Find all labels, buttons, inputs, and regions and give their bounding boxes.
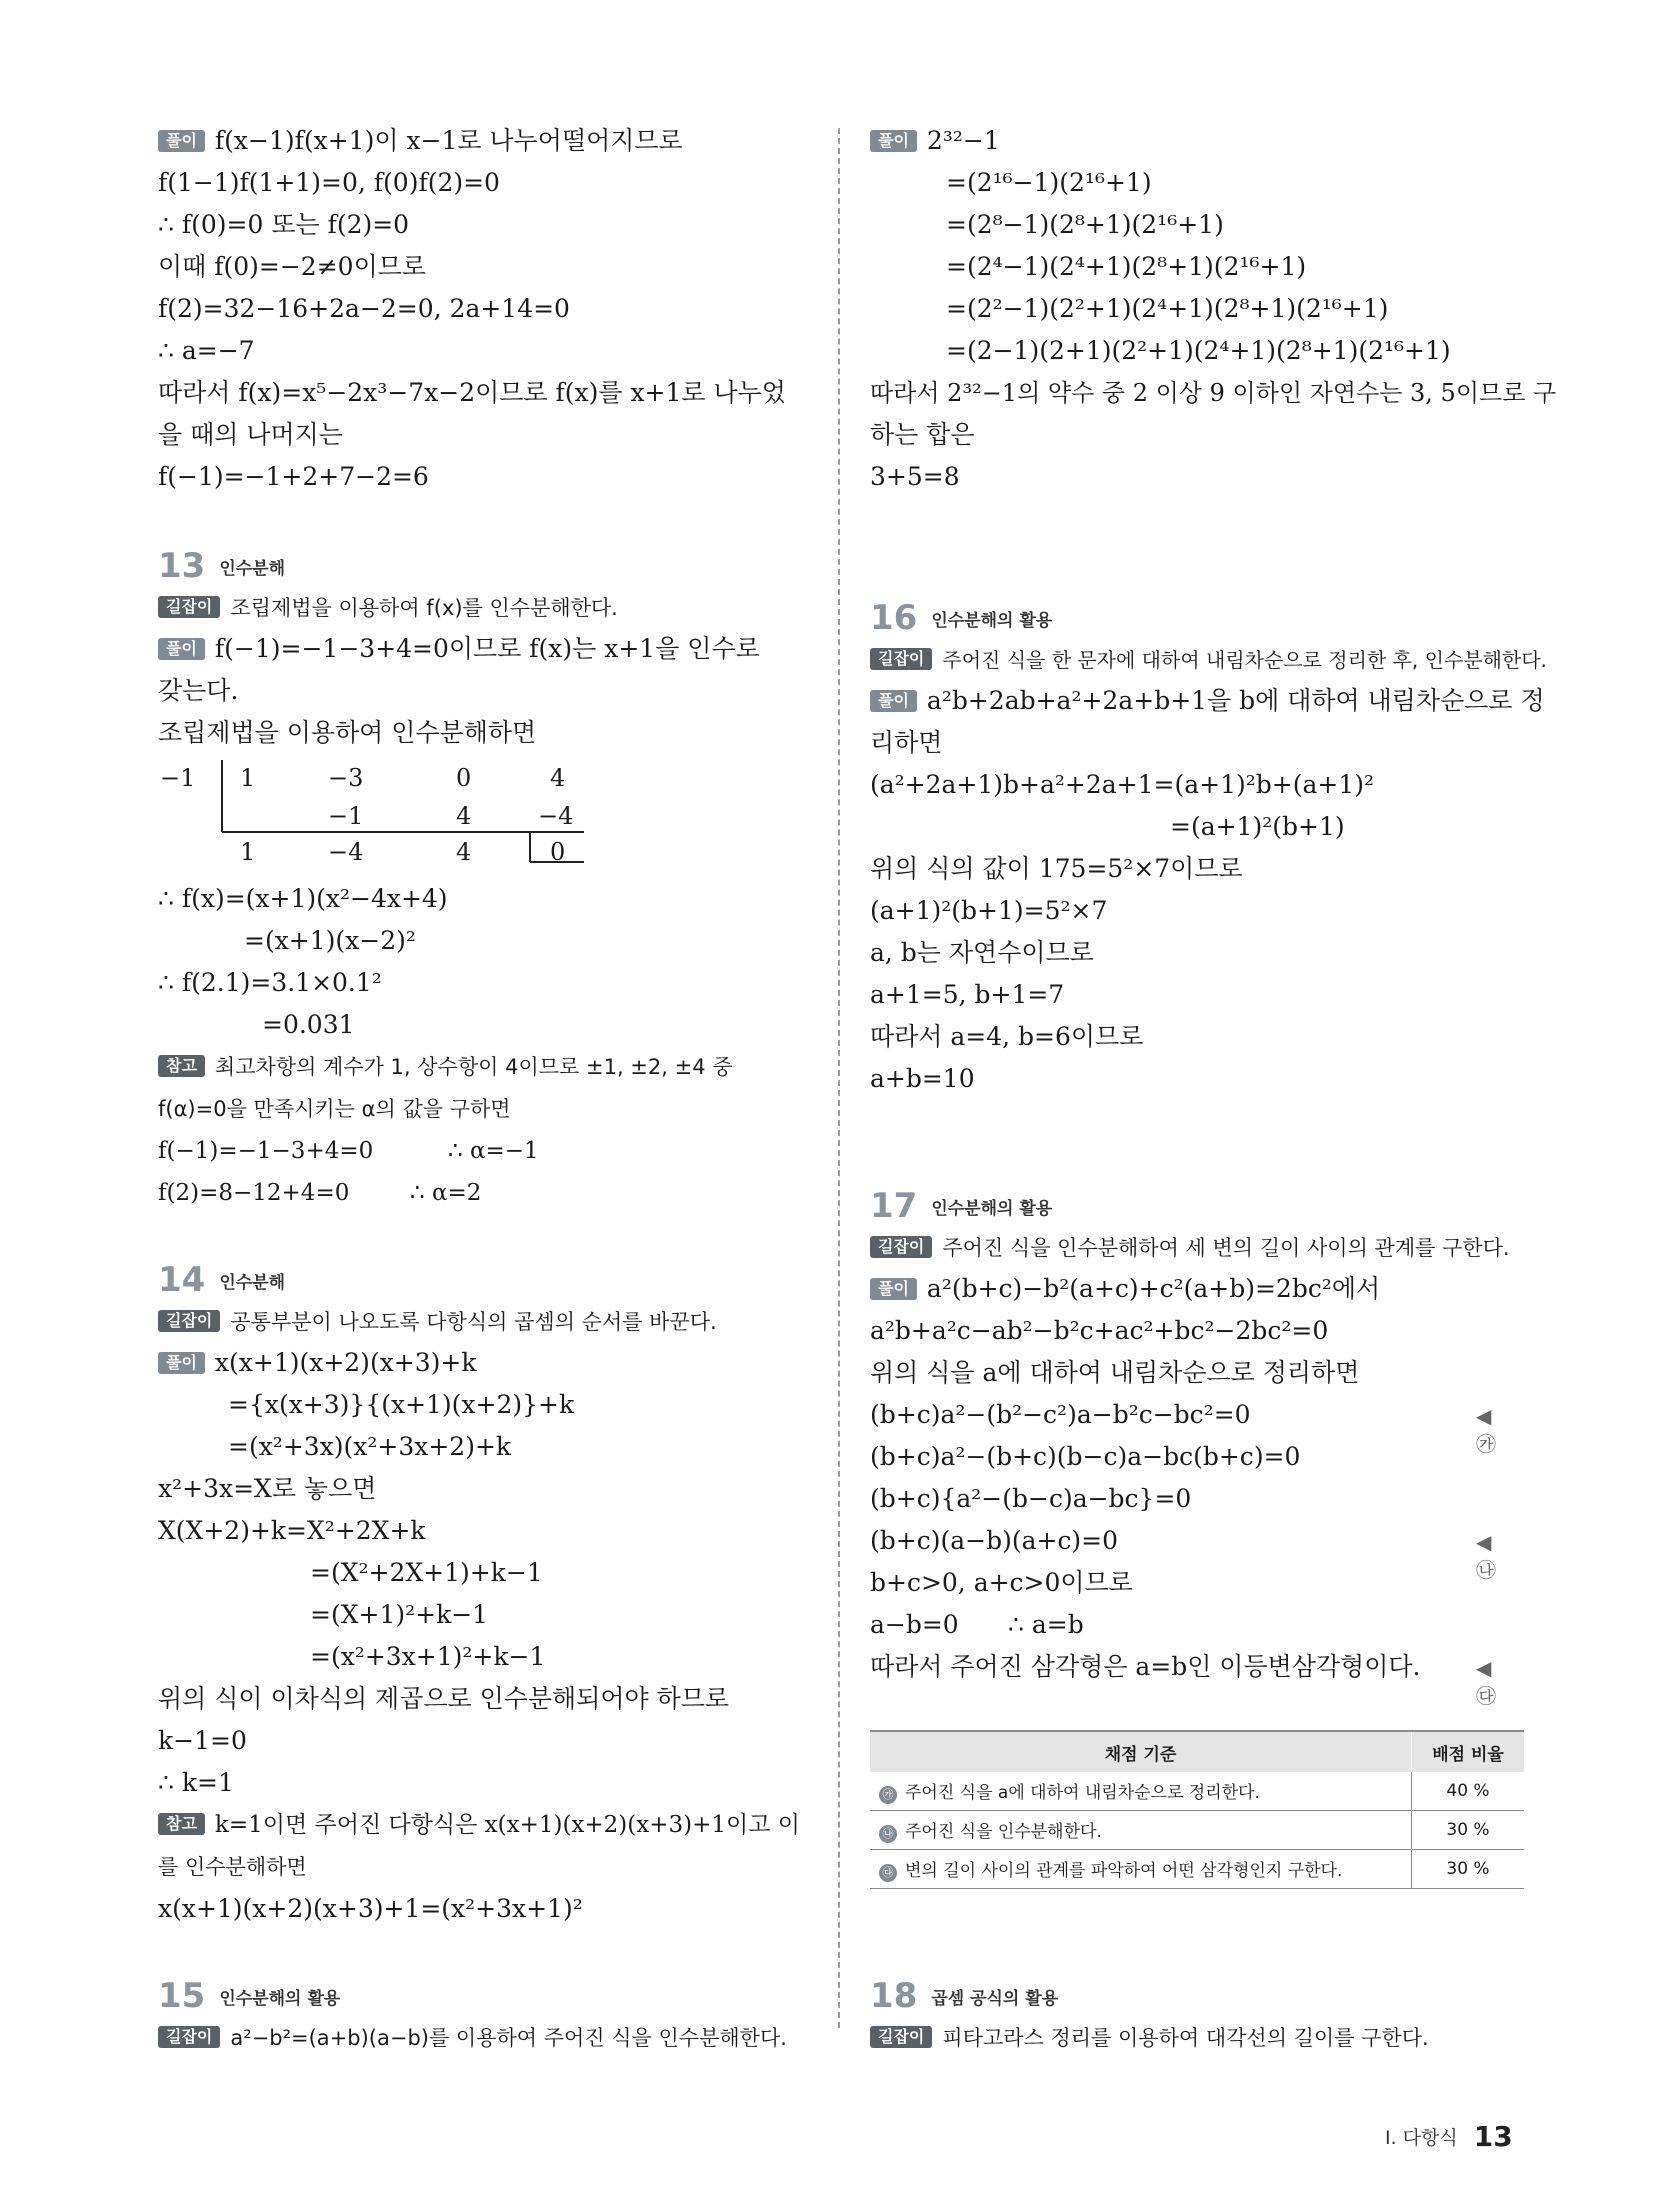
- s15sol-line4: =(2⁴−1)(2⁴+1)(2⁸+1)(2¹⁶+1): [946, 252, 1307, 281]
- s16-line3: (a²+2a+1)b+a²+2a+1=(a+1)²b+(a+1)²: [870, 770, 1375, 799]
- s14-note2: 를 인수분해하면: [158, 1855, 307, 1879]
- section-17-header: 17 인수분해의 활용: [870, 1186, 1053, 1226]
- s17-line8: b+c>0, a+c>0이므로: [870, 1568, 1133, 1597]
- s13-line4: ∴ f(x)=(x+1)(x²−4x+4): [158, 884, 448, 913]
- s14-line2: ={x(x+3)}{(x+1)(x+2)}+k: [228, 1390, 575, 1419]
- score-head-criteria: 채점 기준: [870, 1731, 1412, 1772]
- s12-line9: f(−1)=−1+2+7−2=6: [158, 462, 429, 491]
- s17-key: 길잡이 주어진 식을 인수분해하여 세 변의 길이 사이의 관계를 구한다.: [870, 1232, 1510, 1263]
- s16-key: 길잡이 주어진 식을 한 문자에 대하여 내림차순으로 정리한 후, 인수분해한다.: [870, 644, 1547, 675]
- sd-r3c3: 4: [456, 838, 472, 866]
- s13-line6: ∴ f(2.1)=3.1×0.1²: [158, 968, 382, 997]
- s13-note4b: ∴ α=2: [410, 1180, 482, 1206]
- s14-key: 길잡이 공통부분이 나오도록 다항식의 곱셈의 순서를 바꾼다.: [158, 1306, 717, 1337]
- sol-tag: 풀이: [870, 1278, 917, 1300]
- sd-r1c1: 1: [240, 764, 256, 792]
- s13-note3a: f(−1)=−1−3+4=0: [158, 1138, 374, 1164]
- s13-key: 길잡이 조립제법을 이용하여 f(x)를 인수분해한다.: [158, 592, 618, 623]
- s14-line1: 풀이 x(x+1)(x+2)(x+3)+k: [158, 1348, 477, 1378]
- s16-line5: 위의 식의 값이 175=5²×7이므로: [870, 854, 1243, 883]
- s12-line8: 을 때의 나머지는: [158, 420, 343, 449]
- sol-tag: 풀이: [158, 638, 205, 660]
- s12-line6: ∴ a=−7: [158, 336, 255, 365]
- s14-line5: X(X+2)+k=X²+2X+k: [158, 1516, 426, 1545]
- criteria-text: 변의 길이 사이의 관계를 파악하여 어떤 삼각형인지 구한다.: [905, 1861, 1343, 1881]
- s16-line8: a+1=5, b+1=7: [870, 980, 1065, 1009]
- s13-line2: 갖는다.: [158, 676, 239, 705]
- sd-r3c4: 0: [550, 838, 566, 866]
- sol-tag: 풀이: [158, 130, 205, 152]
- s15sol-line7: 따라서 2³²−1의 약수 중 2 이상 9 이하인 자연수는 3, 5이므로 구: [870, 379, 1557, 407]
- s12-line1: 풀이 f(x−1)f(x+1)이 x−1로 나누어떨어지므로: [158, 126, 683, 156]
- section-18-header: 18 곱셈 공식의 활용: [870, 1976, 1059, 2016]
- section-15-header: 15 인수분해의 활용: [158, 1976, 341, 2016]
- s14-line11: ∴ k=1: [158, 1768, 234, 1797]
- s12-line3: ∴ f(0)=0 또는 f(2)=0: [158, 210, 410, 239]
- key-tag: 길잡이: [870, 648, 932, 670]
- note-tag: 참고: [158, 1055, 205, 1077]
- s16-line1: 풀이 a²b+2ab+a²+2a+b+1을 b에 대하여 내림차순으로 정: [870, 686, 1545, 716]
- criteria-mark: ㉮: [879, 1786, 897, 1804]
- sd-r3c1: 1: [240, 838, 256, 866]
- s15sol-line3: =(2⁸−1)(2⁸+1)(2¹⁶+1): [946, 210, 1224, 239]
- s14-line10: k−1=0: [158, 1726, 247, 1755]
- s13-line3: 조립제법을 이용하여 인수분해하면: [158, 718, 537, 747]
- synthetic-division: [158, 754, 584, 866]
- sd-r2c2: −1: [328, 802, 364, 830]
- sd-r1c3: 0: [456, 764, 472, 792]
- s17-line1: 풀이 a²(b+c)−b²(a+c)+c²(a+b)=2bc²에서: [870, 1274, 1380, 1304]
- s14-line12: x(x+1)(x+2)(x+3)+1=(x²+3x+1)²: [158, 1894, 583, 1923]
- ratio-cell: 40 %: [1412, 1772, 1525, 1811]
- sd-r1c2: −3: [328, 764, 364, 792]
- s17-line9a: a−b=0: [870, 1610, 959, 1639]
- s13-note3b: ∴ α=−1: [448, 1138, 539, 1164]
- key-tag: 길잡이: [870, 1236, 932, 1258]
- table-row: [870, 1850, 1524, 1889]
- s17-line2: a²b+a²c−ab²−b²c+ac²+bc²−2bc²=0: [870, 1316, 1329, 1345]
- s18-key: 길잡이 피타고라스 정리를 이용하여 대각선의 길이를 구한다.: [870, 2022, 1429, 2053]
- key-tag: 길잡이: [870, 2026, 932, 2048]
- sd-r3c2: −4: [328, 838, 364, 866]
- s13-line7: =0.031: [262, 1010, 355, 1039]
- table-row: [870, 1772, 1524, 1811]
- key-tag: 길잡이: [158, 1310, 220, 1332]
- s15-key: 길잡이 a²−b²=(a+b)(a−b)를 이용하여 주어진 식을 인수분해한다.: [158, 2022, 787, 2053]
- criteria-text: 주어진 식을 a에 대하여 내림차순으로 정리한다.: [905, 1783, 1260, 1803]
- section-14-header: 14 인수분해: [158, 1260, 286, 1300]
- synthetic-division-lines: [158, 754, 584, 864]
- s15sol-line9: 3+5=8: [870, 462, 960, 491]
- column-divider: [838, 128, 840, 2028]
- note-tag: 참고: [158, 1813, 205, 1835]
- s13-note4a: f(2)=8−12+4=0: [158, 1180, 350, 1206]
- section-16-header: 16 인수분해의 활용: [870, 598, 1053, 638]
- s16-line9: 따라서 a=4, b=6이므로: [870, 1022, 1144, 1051]
- score-head-ratio: 배점 비율: [1412, 1731, 1525, 1772]
- s16-line6: (a+1)²(b+1)=5²×7: [870, 896, 1108, 925]
- s15sol-line6: =(2−1)(2+1)(2²+1)(2⁴+1)(2⁸+1)(2¹⁶+1): [946, 336, 1451, 365]
- page-number: 13: [1473, 2120, 1513, 2153]
- marker-ga: ◀ ㉮: [1476, 1404, 1496, 1456]
- s13-line1: 풀이 f(−1)=−1−3+4=0이므로 f(x)는 x+1을 인수로: [158, 634, 760, 664]
- s17-line10: 따라서 주어진 삼각형은 a=b인 이등변삼각형이다.: [870, 1652, 1421, 1681]
- sd-r2c4: −4: [538, 802, 574, 830]
- marker-na: ◀ ㉯: [1476, 1530, 1496, 1582]
- s17-line7: (b+c)(a−b)(a+c)=0: [870, 1526, 1119, 1555]
- s13-note2: f(α)=0을 만족시키는 α의 값을 구하면: [158, 1097, 511, 1121]
- s13-line5: =(x+1)(x−2)²: [244, 926, 416, 955]
- s15sol-line2: =(2¹⁶−1)(2¹⁶+1): [946, 168, 1152, 197]
- s16-line7: a, b는 자연수이므로: [870, 938, 1094, 967]
- s14-line3: =(x²+3x)(x²+3x+2)+k: [228, 1432, 512, 1461]
- sol-tag: 풀이: [870, 690, 917, 712]
- page-footer: [1385, 2120, 1513, 2153]
- sol-tag: 풀이: [870, 130, 917, 152]
- s12-line5: f(2)=32−16+2a−2=0, 2a+14=0: [158, 294, 570, 323]
- s17-line9b: ∴ a=b: [1008, 1610, 1084, 1639]
- s15sol-line8: 하는 합은: [870, 420, 975, 449]
- s17-line3: 위의 식을 a에 대하여 내림차순으로 정리하면: [870, 1358, 1360, 1387]
- sd-r2c3: 4: [456, 802, 472, 830]
- sd-r1c4: 4: [550, 764, 566, 792]
- s12-line7: 따라서 f(x)=x⁵−2x³−7x−2이므로 f(x)를 x+1로 나누었: [158, 378, 786, 407]
- ratio-cell: 30 %: [1412, 1850, 1525, 1889]
- s16-line10: a+b=10: [870, 1064, 975, 1093]
- table-row: [870, 1811, 1524, 1850]
- s15sol-line5: =(2²−1)(2²+1)(2⁴+1)(2⁸+1)(2¹⁶+1): [946, 294, 1389, 323]
- sol-tag: 풀이: [158, 1352, 205, 1374]
- s12-line4: 이때 f(0)=−2≠0이므로: [158, 252, 427, 281]
- criteria-mark: ㉯: [879, 1825, 897, 1843]
- s12-line2: f(1−1)f(1+1)=0, f(0)f(2)=0: [158, 168, 500, 197]
- section-13-header: 13 인수분해: [158, 546, 286, 586]
- criteria-mark: ㉰: [879, 1864, 897, 1882]
- s14-line6: =(X²+2X+1)+k−1: [310, 1558, 543, 1587]
- s16-line4: =(a+1)²(b+1): [1170, 812, 1345, 841]
- s13-note1: 참고 최고차항의 계수가 1, 상수항이 4이므로 ±1, ±2, ±4 중: [158, 1052, 733, 1082]
- s14-line7: =(X+1)²+k−1: [310, 1600, 489, 1629]
- ratio-cell: 30 %: [1412, 1811, 1525, 1850]
- key-tag: 길잡이: [158, 596, 220, 618]
- s14-line4: x²+3x=X로 놓으면: [158, 1474, 377, 1503]
- s14-line9: 위의 식이 이차식의 제곱으로 인수분해되어야 하므로: [158, 1684, 730, 1713]
- scoring-table: [870, 1730, 1524, 1889]
- s15sol-line1: 풀이 2³²−1: [870, 126, 1000, 156]
- s16-line2: 리하면: [870, 728, 943, 757]
- chapter-title: Ⅰ. 다항식: [1385, 2127, 1458, 2149]
- key-tag: 길잡이: [158, 2026, 220, 2048]
- sd-divisor: −1: [160, 764, 196, 792]
- s14-line8: =(x²+3x+1)²+k−1: [310, 1642, 546, 1671]
- marker-da: ◀ ㉰: [1476, 1656, 1496, 1708]
- criteria-text: 주어진 식을 인수분해한다.: [905, 1822, 1102, 1842]
- s17-line5: (b+c)a²−(b+c)(b−c)a−bc(b+c)=0: [870, 1442, 1301, 1471]
- s17-line4: (b+c)a²−(b²−c²)a−b²c−bc²=0: [870, 1400, 1251, 1429]
- s17-line6: (b+c){a²−(b−c)a−bc}=0: [870, 1484, 1192, 1513]
- s14-note1: 참고 k=1이면 주어진 다항식은 x(x+1)(x+2)(x+3)+1이고 이: [158, 1810, 800, 1840]
